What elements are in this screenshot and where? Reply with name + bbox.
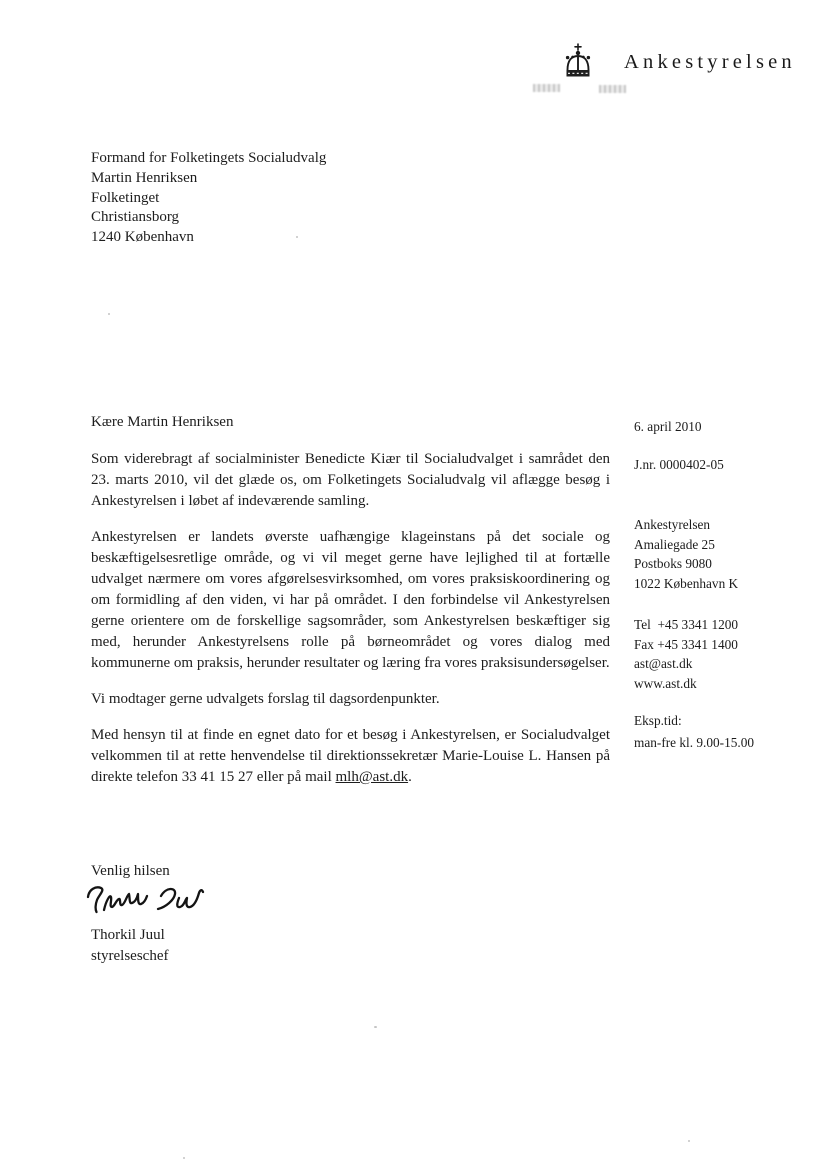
office-hours-label: Eksp.tid: (634, 713, 682, 728)
scan-speck (374, 1026, 377, 1028)
recipient-address-block (91, 149, 326, 248)
paragraph-4-period: . (408, 769, 412, 785)
fax-line: Fax +45 3341 1400 (634, 636, 738, 652)
signer-name: Thorkil Juul (91, 927, 165, 943)
recipient-line: Christiansborg (91, 209, 180, 226)
website-line: www.ast.dk (634, 676, 697, 692)
salutation: Kære Martin Henriksen (91, 414, 234, 430)
paragraph-3: Vi modtager gerne udvalgets forslag til dagsordenpunkter. (91, 691, 440, 707)
mail-link[interactable]: mlh@ast.dk (335, 769, 409, 785)
recipient-line: Martin Henriksen (91, 169, 198, 186)
email-line: ast@ast.dk (634, 656, 693, 672)
scan-smudge (533, 84, 560, 92)
paragraph-4-text: Med hensyn til at finde en egnet dato for et besøg i Ankestyrelsen, er Socialudvalget velkommen til at rette henvendelse til direktionssekretær Marie-Louise L. Hansen på direkte telefon 33 41 15 27 eller på mail (91, 727, 610, 785)
recipient-line: 1240 København (91, 229, 194, 246)
phone-line: Tel +45 3341 1200 (634, 617, 739, 632)
scan-speck (108, 313, 110, 315)
paragraph-2: Ankestyrelsen er landets øverste uafhængige klageinstans på det sociale og beskæftigelsesretlige område, og vi vil meget gerne have lejlighed til at fortælle udvalget nærmere om vores afgørelsesvirksomhed, om vores praksiskoordinering og om formidling af den viden, vi har på området. I den forbindelse vil Ankestyrelsen gerne orientere om de forskellige sagsområder, som Ankestyrelsen beskæftiger sig med, herunder Ankestyrelsens rolle på børneområdet og vores dialog med kommunerne om praksis, herunder resultater og læring fra vores praksisundersøgelser. (91, 529, 610, 671)
office-hours-value: man-fre kl. 9.00-15.00 (634, 734, 755, 750)
sender-address-line: Postboks 9080 (634, 556, 712, 572)
handwritten-signature (86, 883, 211, 925)
closing-block (91, 861, 211, 967)
recipient-line: Folketinget (91, 189, 160, 206)
paragraph-4 (91, 725, 610, 788)
scan-smudge (599, 85, 626, 93)
letter-date: 6. april 2010 (634, 419, 702, 434)
scan-speck (688, 1140, 690, 1142)
paragraph-1: Som viderebragt af socialminister Benedicte Kiær til Socialudvalget i samrådet den 23. marts 2010, vil det glæde os, om Folketingets Socialudvalg vil aflægge besøg i Ankestyrelsen i løbet af indeværende samling. (91, 451, 610, 509)
danish-royal-crown-icon (563, 43, 593, 88)
signer-title: styrelseschef (91, 948, 169, 964)
recipient-line: Formand for Folketingets Socialudvalg (91, 150, 327, 166)
scan-speck (183, 1157, 185, 1159)
scan-speck (296, 236, 298, 238)
journal-number: J.nr. 0000402-05 (634, 457, 724, 472)
sender-address-line: Amaliegade 25 (634, 536, 715, 552)
office-hours-block (634, 710, 754, 753)
letter-body (91, 412, 610, 803)
sender-address-block (634, 515, 738, 594)
sender-contact-block (634, 615, 738, 694)
org-name: Ankestyrelsen (624, 51, 796, 73)
sender-address-line: Ankestyrelsen (634, 517, 711, 532)
closing-phrase: Venlig hilsen (91, 863, 170, 879)
sender-address-line: 1022 København K (634, 576, 739, 592)
